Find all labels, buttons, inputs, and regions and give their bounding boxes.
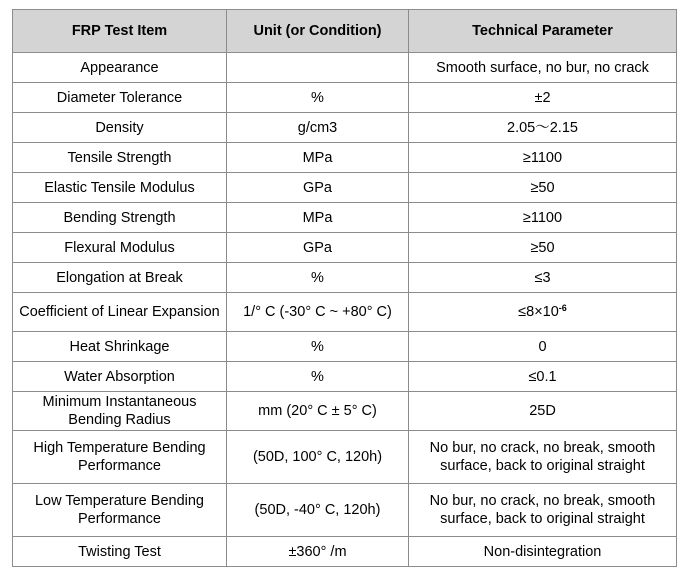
column-header-unit: Unit (or Condition) [227, 10, 409, 53]
parameter-cell: Smooth surface, no bur, no crack [409, 53, 677, 83]
unit-cell: ±360° /m [227, 537, 409, 567]
parameter-cell [409, 293, 677, 332]
table-row [13, 113, 677, 143]
parameter-cell: ≤0.1 [409, 362, 677, 392]
parameter-cell: Non-disintegration [409, 537, 677, 567]
table-row [13, 537, 677, 567]
table-row [13, 362, 677, 392]
unit-cell: % [227, 263, 409, 293]
parameter-cell: ±2 [409, 83, 677, 113]
test-item-cell: Diameter Tolerance [13, 83, 227, 113]
parameter-cell: ≥1100 [409, 143, 677, 173]
unit-cell: 1/° C (-30° C ~ +80° C) [227, 293, 409, 332]
test-item-cell: Elongation at Break [13, 263, 227, 293]
parameter-cell: 2.05～2.15 [409, 113, 677, 143]
test-item-cell: Heat Shrinkage [13, 332, 227, 362]
parameter-cell: ≤3 [409, 263, 677, 293]
unit-cell: GPa [227, 233, 409, 263]
test-item-cell: Low Temperature Bending Performance [13, 484, 227, 537]
test-item-cell: Elastic Tensile Modulus [13, 173, 227, 203]
parameter-cell: ≥50 [409, 233, 677, 263]
unit-cell: % [227, 83, 409, 113]
parameter-cell: No bur, no crack, no break, smooth surface, back to original straight [409, 431, 677, 484]
test-item-cell: Twisting Test [13, 537, 227, 567]
unit-cell: GPa [227, 173, 409, 203]
test-item-cell: Water Absorption [13, 362, 227, 392]
test-item-cell: Minimum Instantaneous Bending Radius [13, 392, 227, 431]
table-row [13, 53, 677, 83]
table-row [13, 484, 677, 537]
parameter-cell: No bur, no crack, no break, smooth surface, back to original straight [409, 484, 677, 537]
parameter-cell: 0 [409, 332, 677, 362]
test-item-cell: High Temperature Bending Performance [13, 431, 227, 484]
test-item-cell: Flexural Modulus [13, 233, 227, 263]
test-item-cell: Tensile Strength [13, 143, 227, 173]
table-header-row [13, 10, 677, 53]
table-row [13, 293, 677, 332]
parameter-cell: 25D [409, 392, 677, 431]
parameter-value: ≤8×10 [518, 304, 559, 320]
unit-cell: MPa [227, 203, 409, 233]
table-row [13, 431, 677, 484]
table-row [13, 173, 677, 203]
unit-cell: mm (20° C ± 5° C) [227, 392, 409, 431]
table-row [13, 263, 677, 293]
unit-cell [227, 53, 409, 83]
frp-spec-table [12, 9, 677, 567]
table-row [13, 233, 677, 263]
unit-cell: (50D, 100° C, 120h) [227, 431, 409, 484]
table-row [13, 392, 677, 431]
parameter-cell: ≥50 [409, 173, 677, 203]
unit-cell: MPa [227, 143, 409, 173]
table-row [13, 143, 677, 173]
test-item-cell: Appearance [13, 53, 227, 83]
unit-cell: % [227, 362, 409, 392]
table-row [13, 203, 677, 233]
test-item-cell: Bending Strength [13, 203, 227, 233]
unit-cell: % [227, 332, 409, 362]
column-header-test-item: FRP Test Item [13, 10, 227, 53]
test-item-cell: Coefficient of Linear Expansion [13, 293, 227, 332]
table-row [13, 83, 677, 113]
unit-cell: g/cm3 [227, 113, 409, 143]
table-row [13, 332, 677, 362]
column-header-parameter: Technical Parameter [409, 10, 677, 53]
parameter-exponent: -6 [558, 303, 567, 313]
test-item-cell: Density [13, 113, 227, 143]
parameter-cell: ≥1100 [409, 203, 677, 233]
unit-cell: (50D, -40° C, 120h) [227, 484, 409, 537]
